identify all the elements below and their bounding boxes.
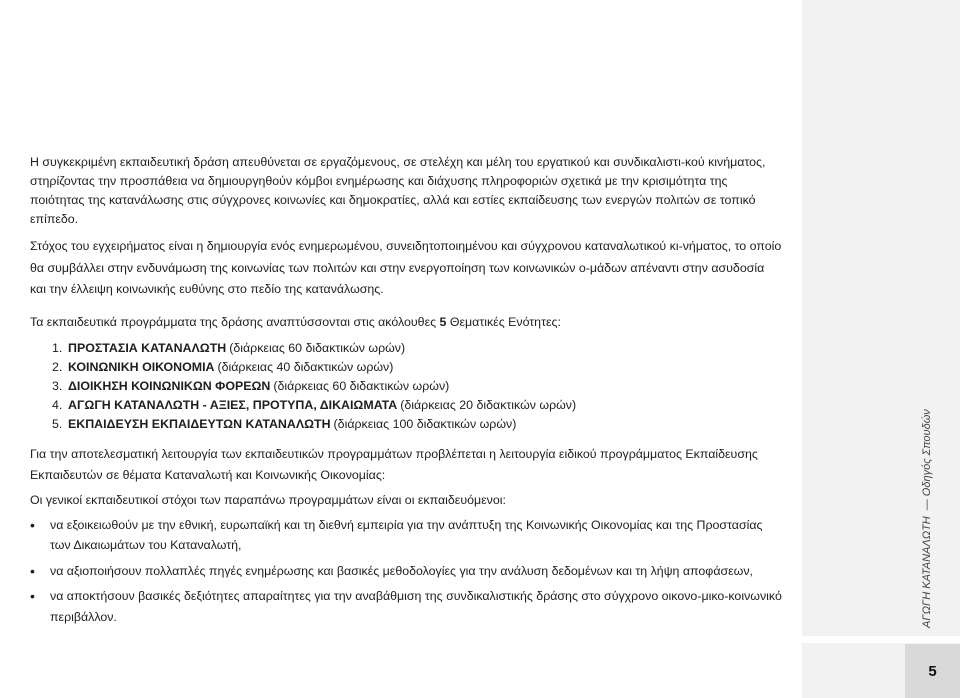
intro-paragraph: Η συγκεκριμένη εκπαιδευτική δράση απευθύνεται σε εργαζόμενους, σε στελέχη και μέλη του εργατικού και συνδικαλιστι-κού κινήματος, στηρίζοντας την προσπάθεια να δημιουργηθούν κόμβοι ενημέρωσης και διάχυσης πληροφοριών σχετικά με την κρισιμότητα της ποιότητας της κατανάλωσης στις σύγχρονες κοινωνίες και δημοκρατίες, αλλά και εστίες εκπαίδευσης των ενεργών πολιτών σε τοπικό επίπεδο. [30,155,766,226]
modules-intro-after: Θεματικές Ενότητες: [446,314,561,329]
list-item [30,561,782,582]
bullet-icon: • [30,562,35,579]
module-duration: (διάρκειας 40 διδακτικών ωρών) [217,359,394,374]
module-name: ΠΡΟΣΤΑΣΙΑ ΚΑΤΑΝΑΛΩΤΗ [68,340,227,355]
item-number: 4. [52,397,63,412]
item-number: 2. [52,359,63,374]
module-name: ΑΓΩΓΗ ΚΑΤΑΝΑΛΩΤΗ - ΑΞΙΕΣ, ΠΡΟΤΥΠΑ, ΔΙΚΑΙΩΜΑΤΑ [68,397,398,412]
module-duration: (διάρκειας 60 διδακτικών ωρών) [273,378,450,393]
list-item [30,515,782,556]
objective-text: να αποκτήσουν βασικές δεξιότητες απαραίτητες για την αναβάθμιση της συνδικαλιστικής δράσης στο σύγχρονο οικονο-μικο-κοινωνικό περιβάλλον. [50,589,782,624]
item-number: 3. [52,378,63,393]
module-duration: (διάρκειας 20 διδακτικών ωρών) [400,397,577,412]
module-duration: (διάρκειας 60 διδακτικών ωρών) [229,340,406,355]
main-body [30,236,782,632]
module-duration: (διάρκειας 100 διδακτικών ωρών) [333,416,517,431]
vertical-running-title [921,409,933,628]
list-item [52,339,782,358]
modules-intro [30,312,782,333]
trainers-paragraph: Για την αποτελεσματική λειτουργία των εκπαιδευτικών προγραμμάτων προβλέπεται η λειτουργία ειδικού προγράμματος Εκπαίδευσης Εκπαιδευτών σε θέματα Καταναλωτή και Κοινωνικής Οικονομίας: [30,446,758,482]
module-name: ΕΚΠΑΙΔΕΥΣΗ ΕΚΠΑΙΔΕΥΤΩΝ ΚΑΤΑΝΑΛΩΤΗ [68,416,331,431]
list-item [52,415,782,434]
modules-list [30,339,782,434]
item-number: 1. [52,340,63,355]
running-subtitle: — Οδηγός Σπουδών [921,409,933,511]
item-number: 5. [52,416,63,431]
goal-paragraph: Στόχος του εγχειρήματος είναι η δημιουργία ενός ενημερωμένου, συνειδητοποιημένου και σύγχρονου καταναλωτικού κι-νήματος, το οποίο θα συμβάλλει στην ενδυνάμωση της κοινωνίας των πολιτών και στην ενεργοποίηση των κοινωνικών ο-μάδων απέναντι στην ασυδοσία και την έλλειψη κοινωνικής ευθύνης στο πεδίο της κατανάλωσης. [30,239,782,296]
running-title: ΑΓΩΓΗ ΚΑΤΑΝΑΛΩΤΗ [921,516,933,628]
modules-count: 5 [439,314,447,329]
page-number: 5 [905,644,960,698]
list-item [52,377,782,396]
objectives-intro: Οι γενικοί εκπαιδευτικοί στόχοι των παραπάνω προγραμμάτων είναι οι εκπαιδευόμενοι: [30,492,506,507]
bullet-icon: • [30,588,35,604]
bullet-icon: • [30,516,35,533]
objective-text: να εξοικειωθούν με την εθνική, ευρωπαϊκή και τη διεθνή εμπειρία για την ανάπτυξη της Κοινωνικής Οικονομίας και της Προστασίας των Δικαιωμάτων του Καταναλωτή, [50,517,763,552]
module-name: ΔΙΟΙΚΗΣΗ ΚΟΙΝΩΝΙΚΩΝ ΦΟΡΕΩΝ [68,378,271,393]
list-item [52,396,782,415]
objectives-list [30,515,782,628]
objective-text: να αξιοποιήσουν πολλαπλές πηγές ενημέρωσης και βασικές μεθοδολογίες για την ανάλυση δεδομένων και τη λήψη αποφάσεων, [50,563,753,578]
list-item [30,586,782,627]
modules-intro-before: Τα εκπαιδευτικά προγράμματα της δράσης αναπτύσσονται στις ακόλουθες [30,314,440,329]
module-name: ΚΟΙΝΩΝΙΚΗ ΟΙΚΟΝΟΜΙΑ [68,359,215,374]
sidebar-panel [802,0,960,636]
list-item [52,358,782,377]
